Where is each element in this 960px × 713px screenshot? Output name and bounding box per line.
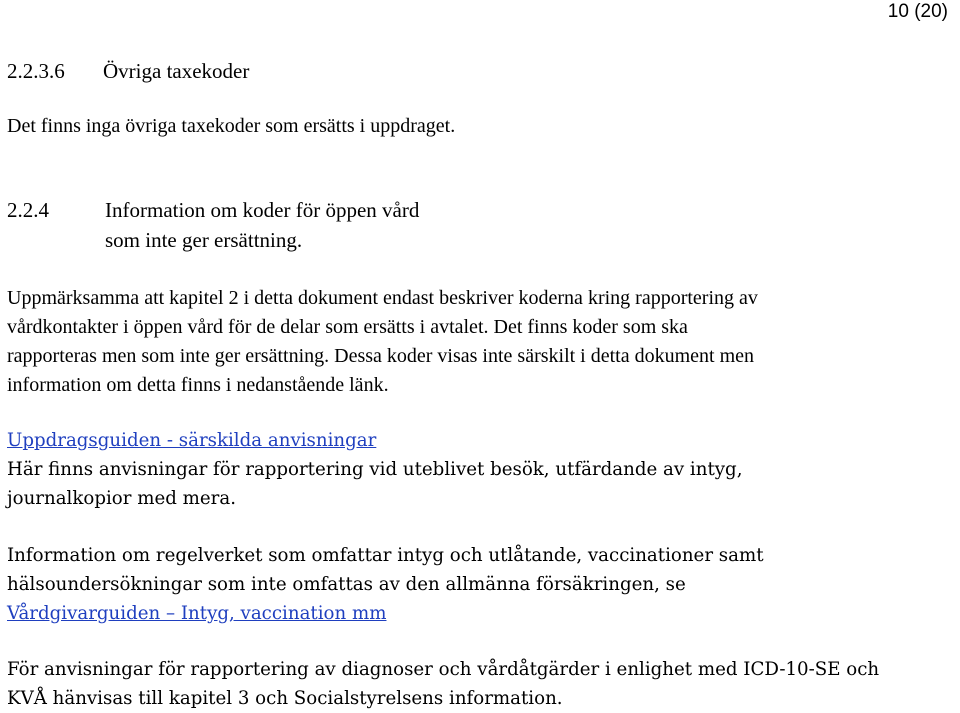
vardgivarguiden-link[interactable]: Vårdgivarguiden – Intyg, vaccination mm (7, 603, 387, 624)
paragraph-line: rapporteras men som inte ger ersättning. Dessa koder visas inte särskilt i detta dokument men (7, 345, 755, 367)
regel-line: Information om regelverket som omfattar intyg och utlåtande, vaccinationer samt (7, 545, 764, 566)
regel-line: hälsoundersökningar som inte omfattas av den allmänna försäkringen, se (7, 574, 686, 595)
icd-line: KVÅ hänvisas till kapitel 3 och Socialstyrelsens information. (7, 688, 563, 709)
paragraph-line: vårdkontakter i öppen vård för de delar som ersätts i avtalet. Det finns koder som ska (7, 316, 688, 338)
paragraph-line: information om detta finns i nedanstående länk. (7, 374, 389, 396)
section-number: 2.2.3.6 (7, 59, 65, 83)
page-number: 10 (20) (887, 1, 948, 22)
paragraph-line: Uppmärksamma att kapitel 2 i detta dokument endast beskriver koderna kring rapportering av (7, 287, 758, 309)
section-number: 2.2.4 (7, 198, 49, 222)
regel-block (7, 541, 952, 628)
section-title-line-1: Information om koder för öppen vård (105, 198, 420, 222)
section-224-paragraph (7, 284, 952, 400)
uppdragsguiden-link[interactable]: Uppdragsguiden - särskilda anvisningar (7, 430, 377, 451)
section-title (105, 195, 419, 255)
guide-line: journalkopior med mera. (7, 488, 236, 509)
guide-line: Här finns anvisningar för rapportering vid uteblivet besök, utfärdande av intyg, (7, 459, 743, 480)
section-title (103, 56, 249, 86)
body-text: Det finns inga övriga taxekoder som ersätts i uppdraget. (7, 115, 456, 137)
icd-line: För anvisningar för rapportering av diagnoser och vårdåtgärder i enlighet med ICD-10-SE och (7, 659, 880, 680)
icd-block (7, 655, 952, 713)
guide-block (7, 426, 952, 513)
section-title-line-2: som inte ger ersättning. (105, 228, 303, 252)
section-224-heading (7, 195, 419, 255)
section-2236-heading (7, 56, 249, 86)
section-title-line: Övriga taxekoder (103, 59, 250, 83)
section-2236-body (7, 112, 952, 141)
